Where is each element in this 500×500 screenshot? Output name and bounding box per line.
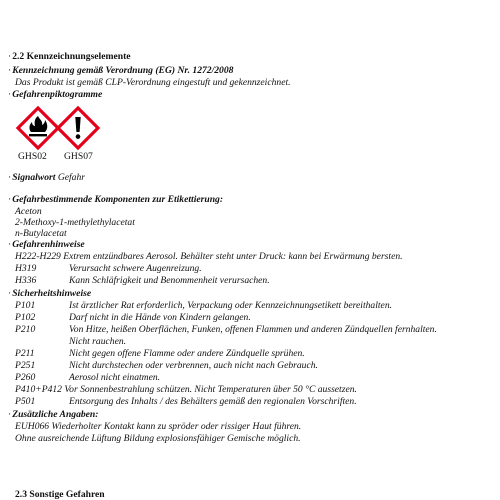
precaution-text: Aerosol nicht einatmen. (69, 372, 161, 383)
hazard-statement (15, 252, 403, 262)
additional-item: Ohne ausreichende Lüftung Bildung explosionsfähiger Gemische möglich. (15, 433, 301, 444)
signal-word-value: Gefahr (57, 172, 85, 183)
precaution-text-continued: Nicht rauchen. (69, 336, 127, 347)
pictograms-heading-text: Gefahrenpiktogramme (12, 89, 103, 100)
section-heading: ·2.2 Kennzeichnungselemente (8, 51, 131, 62)
precaution-text: Vor Sonnenbestrahlung schützen. Nicht Temperaturen über 50 °C aussetzen. (64, 384, 357, 395)
precaution-code: P210 (15, 324, 36, 335)
regulation-text: Das Produkt ist gemäß CLP-Verordnung eingestuft und gekennzeichnet. (15, 77, 291, 88)
precaution-code: P410+P412 (15, 384, 62, 395)
hazard-text: Extrem entzündbares Aerosol. Behälter steht unter Druck: kann bei Erwärmung bersten. (63, 251, 403, 262)
pictograms-heading: ·Gefahrenpiktogramme (8, 89, 103, 100)
precaution-text: Ist ärztlicher Rat erforderlich, Verpackung oder Kennzeichnungsetikett bereithalten. (69, 300, 393, 311)
component-item: Aceton (15, 206, 42, 217)
next-section-heading-cut (15, 489, 105, 500)
precaution-statement (15, 385, 357, 395)
regulation-heading-text: Kennzeichnung gemäß Verordnung (EG) Nr. 1272/2008 (12, 65, 234, 76)
hazard-code: H336 (15, 275, 37, 286)
hazard-heading-text: Gefahrenhinweise (12, 239, 85, 250)
additional-heading-text: Zusätzliche Angaben: (12, 409, 99, 420)
hazard-code: H319 (15, 263, 37, 274)
precaution-text: Darf nicht in die Hände von Kindern gelangen. (69, 312, 251, 323)
precaution-text: Von Hitze, heißen Oberflächen, Funken, offenen Flammen und anderen Zündquellen fernhalten. (69, 324, 437, 335)
component-item: n-Butylacetat (15, 228, 67, 239)
ghs07-exclamation-icon (56, 106, 100, 150)
precaution-code: P251 (15, 360, 36, 371)
precaution-code: P211 (15, 348, 35, 359)
next-section-heading-text: 2.3 Sonstige Gefahren (15, 489, 105, 500)
precaution-text: Entsorgung des Inhalts / des Behälters gemäß den regionalen Vorschriften. (69, 396, 357, 407)
hazard-text: Verursacht schwere Augenreizung. (69, 263, 202, 274)
components-heading: ·Gefahrbestimmende Komponenten zur Etikettierung: (8, 194, 224, 205)
precaution-code: P102 (15, 312, 36, 323)
hazard-text: Kann Schläfrigkeit und Benommenheit verursachen. (69, 275, 270, 286)
hazard-code: H222-H229 (15, 251, 61, 262)
additional-heading: ·Zusätzliche Angaben: (8, 409, 99, 420)
signal-word-label: Signalwort (12, 172, 56, 183)
precaution-heading-text: Sicherheitshinweise (12, 288, 92, 299)
components-heading-text: Gefahrbestimmende Komponenten zur Etikettierung: (12, 194, 224, 205)
ghs02-flame-icon (16, 106, 60, 150)
additional-item: EUH066 Wiederholter Kontakt kann zu spröder oder rissiger Haut führen. (15, 421, 302, 432)
regulation-heading: ·Kennzeichnung gemäß Verordnung (EG) Nr. 1272/2008 (8, 65, 234, 76)
component-item: 2-Methoxy-1-methylethylacetat (15, 217, 135, 228)
signal-word: ·Signalwort Gefahr (8, 172, 85, 183)
hazard-heading: ·Gefahrenhinweise (8, 239, 85, 250)
section-heading-text: 2.2 Kennzeichnungselemente (12, 51, 131, 62)
precaution-code: P101 (15, 300, 36, 311)
pictogram-label-ghs02: GHS02 (18, 151, 47, 162)
precaution-code: P501 (15, 396, 36, 407)
precaution-heading: ·Sicherheitshinweise (8, 288, 92, 299)
precaution-text: Nicht gegen offene Flamme oder andere Zündquelle sprühen. (69, 348, 305, 359)
precaution-code: P260 (15, 372, 36, 383)
pictogram-label-ghs07: GHS07 (64, 151, 93, 162)
precaution-text: Nicht durchstechen oder verbrennen, auch nicht nach Gebrauch. (69, 360, 318, 371)
